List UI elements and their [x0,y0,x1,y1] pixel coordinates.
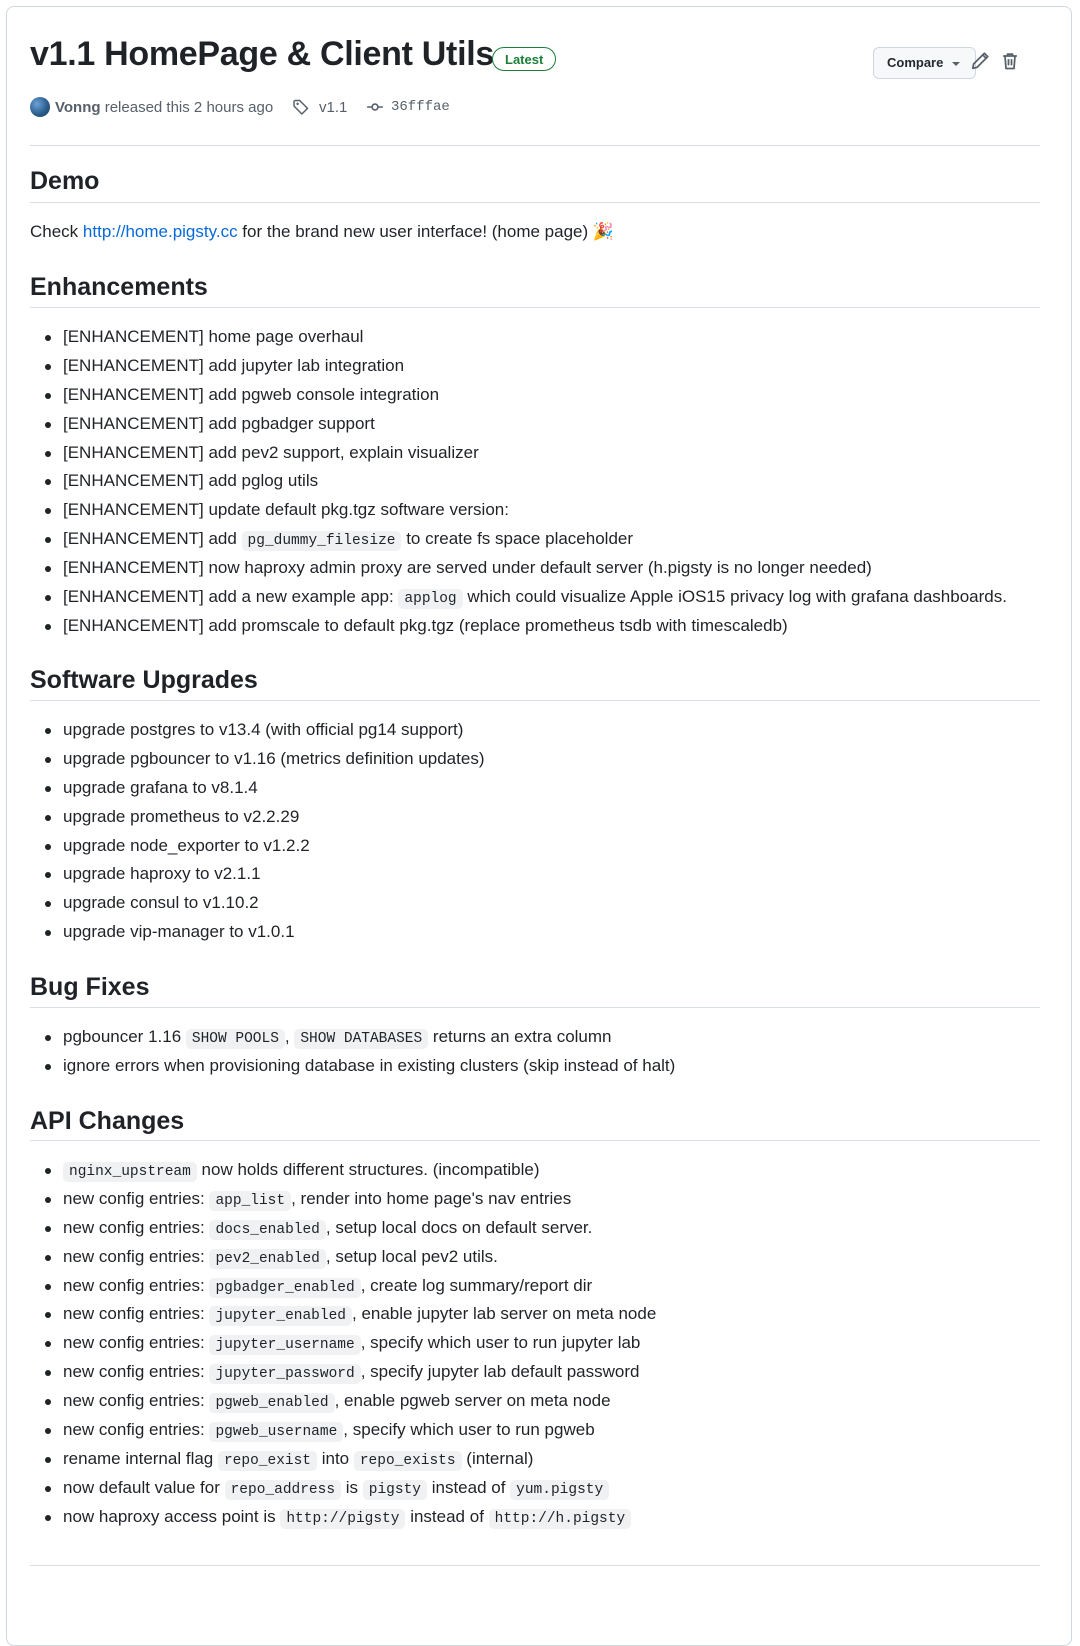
item-text: , enable jupyter lab server on meta node [352,1304,657,1324]
list-item [30,1156,656,1185]
item-text: new config entries: [63,1362,210,1382]
demo-link[interactable]: http://home.pigsty.cc [82,222,238,241]
list-item: upgrade postgres to v13.4 (with official pg14 support) [30,716,484,745]
item-text: instead of [405,1506,489,1526]
item-text: into [317,1448,354,1468]
inline-code: jupyter_username [209,1335,360,1355]
list-item: [ENHANCEMENT] add jupyter lab integration [30,352,1007,381]
heading-underline [30,1007,1040,1008]
heading-underline [30,307,1040,308]
list-item [30,1243,656,1272]
item-text: [ENHANCEMENT] add a new example app: [63,587,399,607]
heading-demo: Demo [30,167,100,195]
avatar[interactable] [30,97,50,117]
inline-code: SHOW DATABASES [294,1029,428,1049]
list-item: [ENHANCEMENT] add pgbadger support [30,410,1007,439]
api-changes-list [30,1156,656,1532]
item-text: , specify which user to run jupyter lab [360,1333,641,1353]
release-title[interactable]: v1.1 HomePage & Client Utils [30,35,494,73]
inline-code: docs_enabled [209,1220,325,1240]
item-text: , specify jupyter lab default password [360,1362,640,1382]
inline-code: yum.pigsty [510,1480,609,1500]
bugfixes-list [30,1023,675,1081]
item-text: now holds different structures. (incompatible) [196,1160,540,1179]
list-item: [ENHANCEMENT] add pev2 support, explain visualizer [30,439,1007,468]
inline-code: repo_address [225,1480,341,1500]
inline-code: jupyter_enabled [209,1306,352,1326]
item-text: , specify which user to run pgweb [343,1420,595,1440]
item-text: new config entries: [63,1420,210,1440]
item-text: , enable pgweb server on meta node [334,1391,611,1411]
heading-underline [30,202,1040,203]
author-link[interactable]: Vonng [55,99,101,116]
heading-enhancements: Enhancements [30,273,208,301]
inline-code: pgweb_enabled [209,1393,334,1413]
list-item: upgrade haproxy to v2.1.1 [30,860,484,889]
item-text: new config entries: [63,1333,210,1353]
item-text: [ENHANCEMENT] add [63,529,242,549]
list-item [30,1416,656,1445]
item-text: instead of [426,1477,511,1497]
list-item [30,1445,656,1474]
item-text: which could visualize Apple iOS15 privacy log with grafana dashboards. [462,587,1007,607]
divider [30,145,1040,146]
list-item [30,1503,656,1532]
list-item [30,1358,656,1387]
released-text: released this 2 hours ago [104,99,274,116]
list-item [30,1272,656,1301]
inline-code: jupyter_password [209,1364,360,1384]
item-text: new config entries: [63,1217,210,1237]
item-text: , setup local pev2 utils. [325,1246,498,1266]
enhancements-list [30,323,1007,641]
item-text: now default value for [63,1477,225,1497]
inline-code: nginx_upstream [63,1162,197,1182]
inline-code: SHOW POOLS [186,1029,285,1049]
item-text: , setup local docs on default server. [325,1217,593,1237]
upgrades-list [30,716,484,947]
list-item [30,525,1007,554]
item-text: , create log summary/report dir [360,1275,593,1295]
release-card [6,6,1072,1646]
item-text: new config entries: [63,1391,210,1411]
inline-code: pg_dummy_filesize [242,531,402,551]
release-meta [30,95,1063,119]
list-item [30,583,1007,612]
heading-underline [30,700,1040,701]
list-item [30,1329,656,1358]
list-item: upgrade pgbouncer to v1.16 (metrics definition updates) [30,745,484,774]
inline-code: pigsty [363,1480,427,1500]
pencil-icon[interactable] [970,51,990,71]
list-item: upgrade prometheus to v2.2.29 [30,803,484,832]
list-item [30,1185,656,1214]
list-item: [ENHANCEMENT] update default pkg.tgz software version: [30,496,1007,525]
list-item: upgrade consul to v1.10.2 [30,889,484,918]
git-commit-icon [366,98,384,116]
heading-api-changes: API Changes [30,1107,185,1135]
trash-icon[interactable] [1000,51,1020,71]
heading-software-upgrades: Software Upgrades [30,666,258,694]
inline-code: pev2_enabled [209,1249,325,1269]
item-text: pgbouncer 1.16 [63,1027,186,1046]
item-text: new config entries: [63,1275,210,1295]
release-header [30,35,1063,83]
list-item: [ENHANCEMENT] home page overhaul [30,323,1007,352]
list-item: [ENHANCEMENT] now haproxy admin proxy are served under default server (h.pigsty is no longer needed) [30,554,1007,583]
inline-code: applog [398,589,462,609]
inline-code: repo_exist [218,1451,317,1471]
tag-link[interactable]: v1.1 [319,99,348,116]
demo-prefix: Check [30,222,83,241]
item-text: , render into home page's nav entries [291,1188,572,1208]
latest-badge: Latest [492,47,556,71]
chevron-down-icon [952,62,960,66]
list-item: [ENHANCEMENT] add promscale to default pkg.tgz (replace prometheus tsdb with timescaledb) [30,612,1007,641]
list-item [30,1300,656,1329]
release-byline [55,99,273,116]
item-text: rename internal flag [63,1448,218,1468]
list-item: upgrade node_exporter to v1.2.2 [30,832,484,861]
inline-code: pgweb_username [209,1422,343,1442]
divider [30,1565,1040,1566]
item-text: new config entries: [63,1304,210,1324]
demo-text [30,222,614,242]
item-text: new config entries: [63,1246,210,1266]
inline-code: repo_exists [354,1451,462,1471]
inline-code: http://pigsty [280,1509,405,1529]
heading-bug-fixes: Bug Fixes [30,973,150,1001]
item-text: new config entries: [63,1188,210,1208]
heading-underline [30,1140,1040,1141]
item-text: to create fs space placeholder [401,529,634,549]
inline-code: pgbadger_enabled [209,1278,360,1298]
list-item: upgrade vip-manager to v1.0.1 [30,918,484,947]
tag-icon [292,98,310,116]
item-text: (internal) [461,1448,534,1468]
list-item: ignore errors when provisioning database in existing clusters (skip instead of halt) [30,1052,675,1081]
item-text: , [284,1027,295,1046]
commit-link[interactable]: 36fffae [391,99,450,115]
list-item [30,1387,656,1416]
list-item: [ENHANCEMENT] add pglog utils [30,467,1007,496]
list-item: upgrade grafana to v8.1.4 [30,774,484,803]
list-item [30,1023,675,1052]
item-text: now haproxy access point is [63,1506,281,1526]
item-text: returns an extra column [428,1027,612,1046]
list-item [30,1214,656,1243]
compare-button[interactable] [873,47,976,79]
inline-code: app_list [209,1191,291,1211]
item-text: is [341,1477,363,1497]
compare-button-label: Compare [887,55,944,70]
list-item: [ENHANCEMENT] add pgweb console integration [30,381,1007,410]
demo-suffix: for the brand new user interface! (home page) 🎉 [237,222,615,241]
list-item [30,1474,656,1503]
inline-code: http://h.pigsty [489,1509,632,1529]
